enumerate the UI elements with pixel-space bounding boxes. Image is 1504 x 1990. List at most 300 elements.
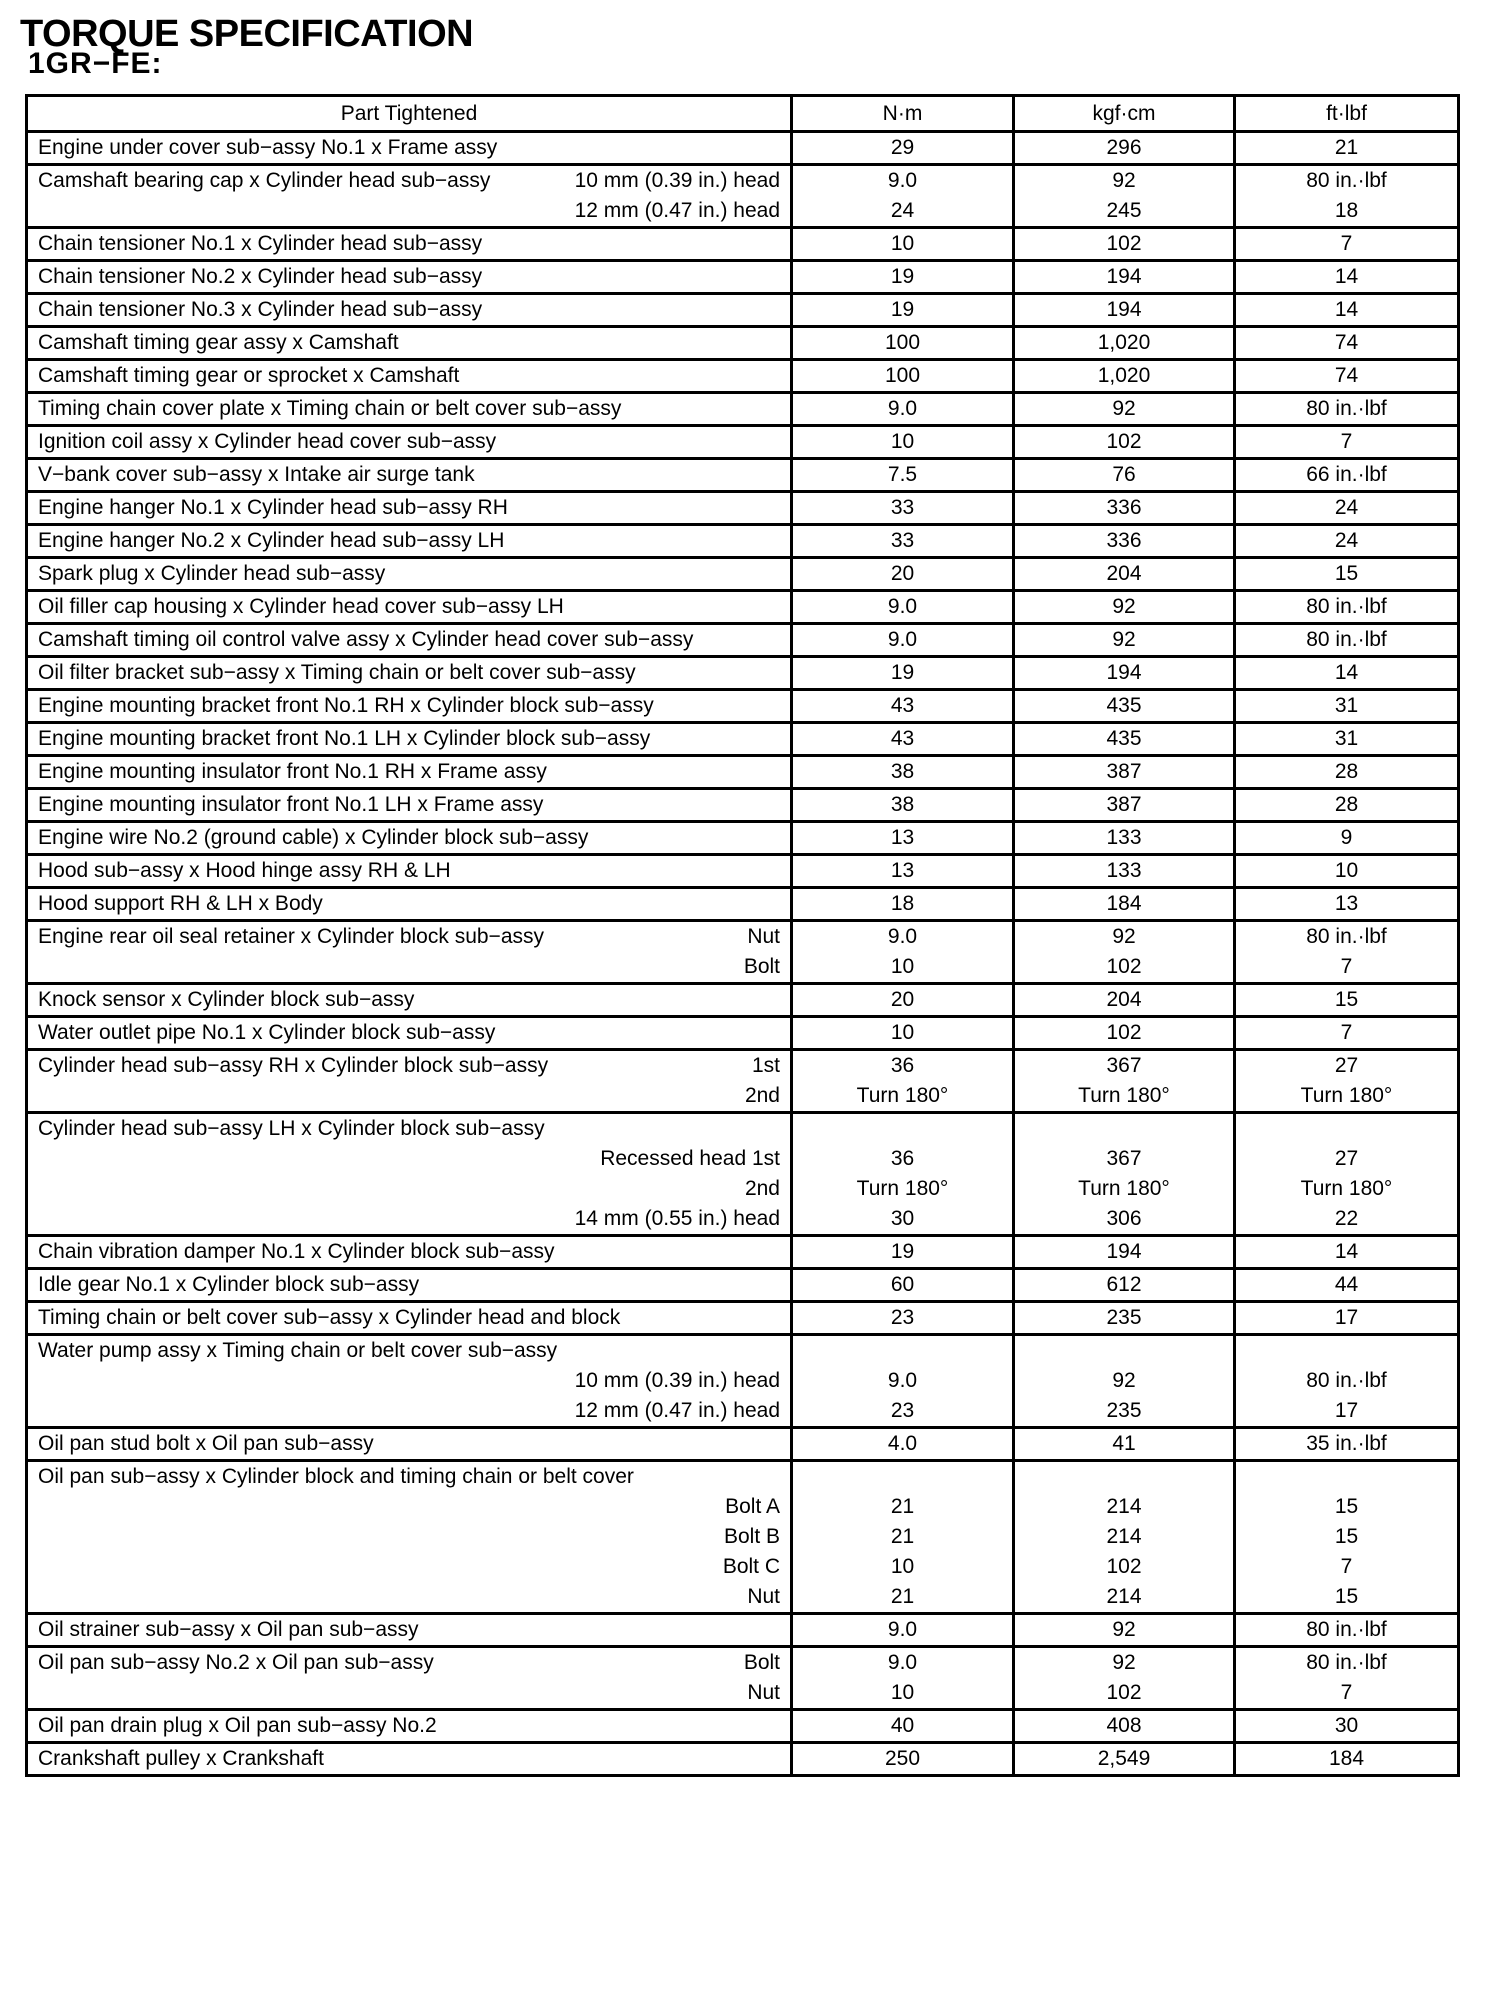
part-name: Engine mounting bracket front No.1 RH x Cylinder block sub−assy xyxy=(38,694,654,717)
ft-lbf-value: 22 xyxy=(1334,1207,1359,1230)
ft-lbf-value: 9 xyxy=(1340,826,1353,849)
nm-cell xyxy=(792,1647,1014,1710)
part-line xyxy=(28,1081,790,1111)
part-name: Oil pan stud bolt x Oil pan sub−assy xyxy=(38,1432,374,1455)
ft-lbf-value: 31 xyxy=(1334,694,1359,717)
kgf-cm-value: 102 xyxy=(1106,955,1142,978)
part-tightened-cell xyxy=(27,492,792,525)
nm-value: 9.0 xyxy=(887,1369,918,1392)
blank-line xyxy=(793,1114,1012,1144)
nm-value: 9.0 xyxy=(887,1651,918,1674)
part-tightened-cell xyxy=(27,327,792,360)
ft-lbf-value: Turn 180° xyxy=(1300,1177,1393,1200)
kgf-cm-value: 184 xyxy=(1106,892,1142,915)
table-row xyxy=(27,426,1459,459)
nm-value: 30 xyxy=(890,1207,915,1230)
kgf-cm-cell xyxy=(1014,294,1235,327)
kgf-cm-cell xyxy=(1014,165,1235,228)
nm-value: 20 xyxy=(890,988,915,1011)
ft-lbf-cell xyxy=(1235,1017,1459,1050)
nm-value: 19 xyxy=(890,265,915,288)
table-row xyxy=(27,1113,1459,1236)
ft-lbf-cell xyxy=(1235,1050,1459,1113)
ft-lbf-value: 74 xyxy=(1334,331,1359,354)
kgf-cm-value: 133 xyxy=(1106,826,1142,849)
nm-value: 21 xyxy=(890,1495,915,1518)
kgf-cm-cell xyxy=(1014,1461,1235,1614)
table-row xyxy=(27,228,1459,261)
ft-lbf-cell xyxy=(1235,558,1459,591)
part-tightened-cell xyxy=(27,426,792,459)
kgf-cm-value: 102 xyxy=(1106,232,1142,255)
ft-lbf-cell xyxy=(1235,1236,1459,1269)
ft-lbf-cell xyxy=(1235,1428,1459,1461)
part-tightened-cell xyxy=(27,888,792,921)
kgf-cm-value: 235 xyxy=(1106,1399,1142,1422)
blank-line xyxy=(793,1336,1012,1366)
nm-cell xyxy=(792,1113,1014,1236)
nm-value: 29 xyxy=(890,136,915,159)
part-tightened-cell xyxy=(27,228,792,261)
part-name: Engine mounting bracket front No.1 LH x Cylinder block sub−assy xyxy=(38,727,651,750)
part-line xyxy=(28,1051,790,1081)
part-tightened-cell xyxy=(27,132,792,165)
kgf-cm-cell xyxy=(1014,1335,1235,1428)
fastener-label: 2nd xyxy=(744,1177,780,1200)
table-row xyxy=(27,1710,1459,1743)
fastener-label: Recessed head 1st xyxy=(600,1147,780,1170)
nm-value: 43 xyxy=(890,727,915,750)
kgf-cm-cell xyxy=(1014,756,1235,789)
kgf-cm-value: 336 xyxy=(1106,529,1142,552)
kgf-cm-value: 214 xyxy=(1106,1495,1142,1518)
ft-lbf-value: 7 xyxy=(1340,430,1353,453)
part-tightened-cell xyxy=(27,1428,792,1461)
kgf-cm-value: 387 xyxy=(1106,760,1142,783)
table-row xyxy=(27,132,1459,165)
ft-lbf-cell xyxy=(1235,756,1459,789)
kgf-cm-value: 214 xyxy=(1106,1525,1142,1548)
kgf-cm-cell xyxy=(1014,624,1235,657)
part-name: Cylinder head sub−assy RH x Cylinder block sub−assy xyxy=(38,1054,549,1077)
table-row xyxy=(27,591,1459,624)
kgf-cm-cell xyxy=(1014,1428,1235,1461)
kgf-cm-value: 102 xyxy=(1106,430,1142,453)
nm-cell xyxy=(792,1302,1014,1335)
blank-line xyxy=(1236,1114,1457,1144)
kgf-cm-cell xyxy=(1014,1710,1235,1743)
nm-value: 10 xyxy=(890,430,915,453)
kgf-cm-value: 1,020 xyxy=(1097,364,1151,387)
nm-cell xyxy=(792,855,1014,888)
ft-lbf-cell xyxy=(1235,426,1459,459)
nm-cell xyxy=(792,426,1014,459)
nm-cell xyxy=(792,525,1014,558)
kgf-cm-cell xyxy=(1014,360,1235,393)
part-tightened-cell xyxy=(27,624,792,657)
part-tightened-cell xyxy=(27,294,792,327)
nm-cell xyxy=(792,393,1014,426)
nm-value: 250 xyxy=(884,1747,921,1770)
part-tightened-cell xyxy=(27,1743,792,1776)
ft-lbf-value: 7 xyxy=(1340,1021,1353,1044)
part-name: Ignition coil assy x Cylinder head cover sub−assy xyxy=(38,430,497,453)
ft-lbf-cell xyxy=(1235,789,1459,822)
part-tightened-cell xyxy=(27,558,792,591)
part-name: Oil strainer sub−assy x Oil pan sub−assy xyxy=(38,1618,419,1641)
kgf-cm-value: 92 xyxy=(1112,628,1136,651)
fastener-label: 1st xyxy=(751,1054,780,1077)
part-name: Hood sub−assy x Hood hinge assy RH & LH xyxy=(38,859,451,882)
fastener-label: 14 mm (0.55 in.) head xyxy=(574,1207,780,1230)
ft-lbf-value: 27 xyxy=(1334,1054,1359,1077)
nm-value: 36 xyxy=(890,1147,915,1170)
part-tightened-cell xyxy=(27,591,792,624)
table-row xyxy=(27,1335,1459,1428)
kgf-cm-cell xyxy=(1014,888,1235,921)
part-name: Engine mounting insulator front No.1 RH x Frame assy xyxy=(38,760,547,783)
fastener-label: 12 mm (0.47 in.) head xyxy=(574,1399,780,1422)
blank-line xyxy=(1015,1114,1233,1144)
table-row xyxy=(27,723,1459,756)
ft-lbf-value: 30 xyxy=(1334,1714,1359,1737)
ft-lbf-cell xyxy=(1235,132,1459,165)
kgf-cm-cell xyxy=(1014,1050,1235,1113)
part-name: Chain vibration damper No.1 x Cylinder block sub−assy xyxy=(38,1240,555,1263)
nm-cell xyxy=(792,228,1014,261)
part-tightened-cell xyxy=(27,1017,792,1050)
kgf-cm-value: 336 xyxy=(1106,496,1142,519)
table-row xyxy=(27,888,1459,921)
nm-value: 20 xyxy=(890,562,915,585)
nm-value: 19 xyxy=(890,661,915,684)
nm-value: 9.0 xyxy=(887,925,918,948)
nm-cell xyxy=(792,921,1014,984)
kgf-cm-value: 92 xyxy=(1112,397,1136,420)
table-header-row xyxy=(27,96,1459,132)
kgf-cm-value: 245 xyxy=(1106,199,1142,222)
nm-value: 10 xyxy=(890,1681,915,1704)
part-line xyxy=(28,196,790,226)
nm-value: 43 xyxy=(890,694,915,717)
part-tightened-cell xyxy=(27,789,792,822)
nm-value: 9.0 xyxy=(887,595,918,618)
part-name: Oil filter bracket sub−assy x Timing chain or belt cover sub−assy xyxy=(38,661,636,684)
part-line xyxy=(28,166,790,196)
kgf-cm-cell xyxy=(1014,1743,1235,1776)
nm-value: 19 xyxy=(890,1240,915,1263)
table-row xyxy=(27,657,1459,690)
table-row xyxy=(27,1647,1459,1710)
ft-lbf-cell xyxy=(1235,525,1459,558)
part-name: Water pump assy x Timing chain or belt cover sub−assy xyxy=(38,1339,558,1362)
nm-cell xyxy=(792,1743,1014,1776)
part-name: Oil pan sub−assy x Cylinder block and timing chain or belt cover xyxy=(38,1465,634,1488)
table-row xyxy=(27,525,1459,558)
nm-cell xyxy=(792,558,1014,591)
nm-cell xyxy=(792,360,1014,393)
kgf-cm-cell xyxy=(1014,1647,1235,1710)
kgf-cm-value: 194 xyxy=(1106,298,1142,321)
nm-value: 9.0 xyxy=(887,169,918,192)
part-tightened-cell xyxy=(27,1614,792,1647)
ft-lbf-cell xyxy=(1235,459,1459,492)
table-row xyxy=(27,294,1459,327)
kgf-cm-value: 102 xyxy=(1106,1681,1142,1704)
nm-value: 10 xyxy=(890,1021,915,1044)
kgf-cm-cell xyxy=(1014,459,1235,492)
nm-value: 9.0 xyxy=(887,628,918,651)
kgf-cm-value: 367 xyxy=(1106,1147,1142,1170)
ft-lbf-value: 44 xyxy=(1334,1273,1359,1296)
blank-line xyxy=(1236,1462,1457,1492)
kgf-cm-value: 435 xyxy=(1106,694,1142,717)
ft-lbf-cell xyxy=(1235,1461,1459,1614)
part-name: Water outlet pipe No.1 x Cylinder block sub−assy xyxy=(38,1021,496,1044)
table-row xyxy=(27,327,1459,360)
table-row xyxy=(27,822,1459,855)
nm-value: 9.0 xyxy=(887,397,918,420)
kgf-cm-cell xyxy=(1014,1236,1235,1269)
ft-lbf-cell xyxy=(1235,327,1459,360)
fastener-label: Bolt C xyxy=(722,1555,780,1578)
ft-lbf-value: 80 in.·lbf xyxy=(1306,595,1387,618)
ft-lbf-cell xyxy=(1235,624,1459,657)
kgf-cm-value: 612 xyxy=(1106,1273,1142,1296)
kgf-cm-value: 92 xyxy=(1112,925,1136,948)
kgf-cm-cell xyxy=(1014,723,1235,756)
part-name: Engine wire No.2 (ground cable) x Cylinder block sub−assy xyxy=(38,826,589,849)
ft-lbf-cell xyxy=(1235,1743,1459,1776)
part-tightened-cell xyxy=(27,1050,792,1113)
part-name: Chain tensioner No.1 x Cylinder head sub−assy xyxy=(38,232,483,255)
part-tightened-cell xyxy=(27,657,792,690)
ft-lbf-cell xyxy=(1235,888,1459,921)
part-tightened-cell xyxy=(27,756,792,789)
part-name: Cylinder head sub−assy LH x Cylinder block sub−assy xyxy=(38,1117,545,1140)
nm-value: 4.0 xyxy=(887,1432,918,1455)
nm-cell xyxy=(792,1614,1014,1647)
ft-lbf-value: 80 in.·lbf xyxy=(1306,925,1387,948)
kgf-cm-value: 92 xyxy=(1112,1369,1136,1392)
table-row xyxy=(27,1269,1459,1302)
kgf-cm-value: 214 xyxy=(1106,1585,1142,1608)
part-tightened-cell xyxy=(27,525,792,558)
fastener-label: Nut xyxy=(747,1585,780,1608)
table-row xyxy=(27,492,1459,525)
ft-lbf-value: 14 xyxy=(1334,298,1359,321)
nm-cell xyxy=(792,492,1014,525)
nm-value: 13 xyxy=(890,859,915,882)
nm-value: 10 xyxy=(890,1555,915,1578)
fastener-label: Bolt B xyxy=(723,1525,780,1548)
part-name: Idle gear No.1 x Cylinder block sub−assy xyxy=(38,1273,420,1296)
nm-cell xyxy=(792,294,1014,327)
ft-lbf-value: 15 xyxy=(1334,1585,1359,1608)
ft-lbf-value: 35 in.·lbf xyxy=(1306,1432,1387,1455)
table-row xyxy=(27,690,1459,723)
nm-cell xyxy=(792,756,1014,789)
kgf-cm-value: 387 xyxy=(1106,793,1142,816)
page-title: TORQUE SPECIFICATION xyxy=(20,13,474,55)
fastener-label: Bolt xyxy=(743,955,780,978)
ft-lbf-value: 21 xyxy=(1334,136,1359,159)
table-row xyxy=(27,393,1459,426)
ft-lbf-value: 80 in.·lbf xyxy=(1306,397,1387,420)
part-tightened-cell xyxy=(27,1236,792,1269)
part-name: Camshaft bearing cap x Cylinder head sub−assy xyxy=(38,169,491,192)
nm-value: 7.5 xyxy=(887,463,918,486)
ft-lbf-value: 80 in.·lbf xyxy=(1306,628,1387,651)
part-name: Timing chain cover plate x Timing chain or belt cover sub−assy xyxy=(38,397,622,420)
blank-line xyxy=(1015,1462,1233,1492)
ft-lbf-value: 28 xyxy=(1334,793,1359,816)
ft-lbf-value: 7 xyxy=(1340,955,1353,978)
nm-cell xyxy=(792,657,1014,690)
blank-line xyxy=(793,1462,1012,1492)
kgf-cm-value: 92 xyxy=(1112,1651,1136,1674)
part-line xyxy=(28,1648,790,1678)
table-row xyxy=(27,756,1459,789)
ft-lbf-value: 17 xyxy=(1334,1399,1359,1422)
ft-lbf-value: 17 xyxy=(1334,1306,1359,1329)
table-row xyxy=(27,1461,1459,1614)
ft-lbf-value: 31 xyxy=(1334,727,1359,750)
nm-value: 100 xyxy=(884,364,921,387)
part-name: Engine under cover sub−assy No.1 x Frame assy xyxy=(38,136,498,159)
part-name: Camshaft timing oil control valve assy x Cylinder head cover sub−assy xyxy=(38,628,694,651)
part-name: Chain tensioner No.3 x Cylinder head sub−assy xyxy=(38,298,483,321)
nm-cell xyxy=(792,789,1014,822)
kgf-cm-cell xyxy=(1014,789,1235,822)
table-row xyxy=(27,984,1459,1017)
fastener-label: 12 mm (0.47 in.) head xyxy=(574,199,780,222)
kgf-cm-value: 102 xyxy=(1106,1555,1142,1578)
kgf-cm-value: 435 xyxy=(1106,727,1142,750)
kgf-cm-cell xyxy=(1014,1017,1235,1050)
ft-lbf-value: 80 in.·lbf xyxy=(1306,1618,1387,1641)
part-name: Engine mounting insulator front No.1 LH x Frame assy xyxy=(38,793,544,816)
part-name: Engine hanger No.1 x Cylinder head sub−assy RH xyxy=(38,496,508,519)
nm-cell xyxy=(792,459,1014,492)
fastener-label: 2nd xyxy=(744,1084,780,1107)
kgf-cm-cell xyxy=(1014,426,1235,459)
kgf-cm-value: 133 xyxy=(1106,859,1142,882)
kgf-cm-value: 76 xyxy=(1112,463,1136,486)
ft-lbf-value: 7 xyxy=(1340,1681,1353,1704)
table-row xyxy=(27,921,1459,984)
fastener-label: Nut xyxy=(747,925,780,948)
ft-lbf-value: 7 xyxy=(1340,232,1353,255)
nm-value: 18 xyxy=(890,892,915,915)
nm-value: 21 xyxy=(890,1525,915,1548)
kgf-cm-value: Turn 180° xyxy=(1078,1177,1170,1200)
ft-lbf-value: 15 xyxy=(1334,988,1359,1011)
nm-cell xyxy=(792,690,1014,723)
part-name: Crankshaft pulley x Crankshaft xyxy=(38,1747,324,1770)
nm-value: 9.0 xyxy=(887,1618,918,1641)
header-nm: N·m xyxy=(792,96,1014,132)
table-row xyxy=(27,1050,1459,1113)
kgf-cm-cell xyxy=(1014,1614,1235,1647)
nm-cell xyxy=(792,1017,1014,1050)
kgf-cm-value: 194 xyxy=(1106,1240,1142,1263)
part-tightened-cell xyxy=(27,1269,792,1302)
kgf-cm-cell xyxy=(1014,132,1235,165)
table-row xyxy=(27,1302,1459,1335)
part-tightened-cell xyxy=(27,855,792,888)
part-tightened-cell xyxy=(27,1710,792,1743)
part-tightened-cell xyxy=(27,690,792,723)
part-name: Chain tensioner No.2 x Cylinder head sub−assy xyxy=(38,265,483,288)
kgf-cm-value: 92 xyxy=(1112,1618,1136,1641)
torque-spec-table xyxy=(25,94,1460,1777)
nm-value: 40 xyxy=(890,1714,915,1737)
table-row xyxy=(27,459,1459,492)
nm-cell xyxy=(792,1428,1014,1461)
nm-value: 24 xyxy=(890,199,915,222)
kgf-cm-cell xyxy=(1014,1302,1235,1335)
part-name: Engine rear oil seal retainer x Cylinder block sub−assy xyxy=(38,925,544,948)
kgf-cm-value: 92 xyxy=(1112,169,1136,192)
nm-cell xyxy=(792,591,1014,624)
kgf-cm-value: 194 xyxy=(1106,661,1142,684)
kgf-cm-cell xyxy=(1014,591,1235,624)
ft-lbf-value: Turn 180° xyxy=(1300,1084,1393,1107)
ft-lbf-value: 13 xyxy=(1334,892,1359,915)
ft-lbf-value: 80 in.·lbf xyxy=(1306,1369,1387,1392)
kgf-cm-cell xyxy=(1014,261,1235,294)
ft-lbf-value: 27 xyxy=(1334,1147,1359,1170)
ft-lbf-cell xyxy=(1235,1269,1459,1302)
kgf-cm-value: 102 xyxy=(1106,1021,1142,1044)
kgf-cm-cell xyxy=(1014,327,1235,360)
ft-lbf-cell xyxy=(1235,855,1459,888)
nm-cell xyxy=(792,1236,1014,1269)
ft-lbf-cell xyxy=(1235,657,1459,690)
ft-lbf-value: 66 in.·lbf xyxy=(1306,463,1387,486)
part-tightened-cell xyxy=(27,723,792,756)
ft-lbf-value: 14 xyxy=(1334,1240,1359,1263)
part-tightened-cell xyxy=(27,261,792,294)
nm-cell xyxy=(792,165,1014,228)
ft-lbf-cell xyxy=(1235,1113,1459,1236)
ft-lbf-cell xyxy=(1235,393,1459,426)
ft-lbf-value: 24 xyxy=(1334,529,1359,552)
table-row xyxy=(27,1428,1459,1461)
kgf-cm-value: 367 xyxy=(1106,1054,1142,1077)
part-name: Knock sensor x Cylinder block sub−assy xyxy=(38,988,415,1011)
kgf-cm-cell xyxy=(1014,1113,1235,1236)
ft-lbf-cell xyxy=(1235,921,1459,984)
part-name: Timing chain or belt cover sub−assy x Cylinder head and block xyxy=(38,1306,621,1329)
ft-lbf-value: 184 xyxy=(1328,1747,1365,1770)
nm-cell xyxy=(792,624,1014,657)
nm-value: 19 xyxy=(890,298,915,321)
part-line xyxy=(28,1678,790,1708)
nm-cell xyxy=(792,261,1014,294)
fastener-label: 10 mm (0.39 in.) head xyxy=(574,1369,780,1392)
nm-cell xyxy=(792,984,1014,1017)
engine-code: 1GR−FE: xyxy=(28,47,163,80)
part-tightened-cell xyxy=(27,984,792,1017)
part-tightened-cell xyxy=(27,459,792,492)
table-row xyxy=(27,360,1459,393)
part-name: V−bank cover sub−assy x Intake air surge tank xyxy=(38,463,475,486)
kgf-cm-value: 92 xyxy=(1112,595,1136,618)
part-tightened-cell xyxy=(27,921,792,984)
ft-lbf-cell xyxy=(1235,1302,1459,1335)
